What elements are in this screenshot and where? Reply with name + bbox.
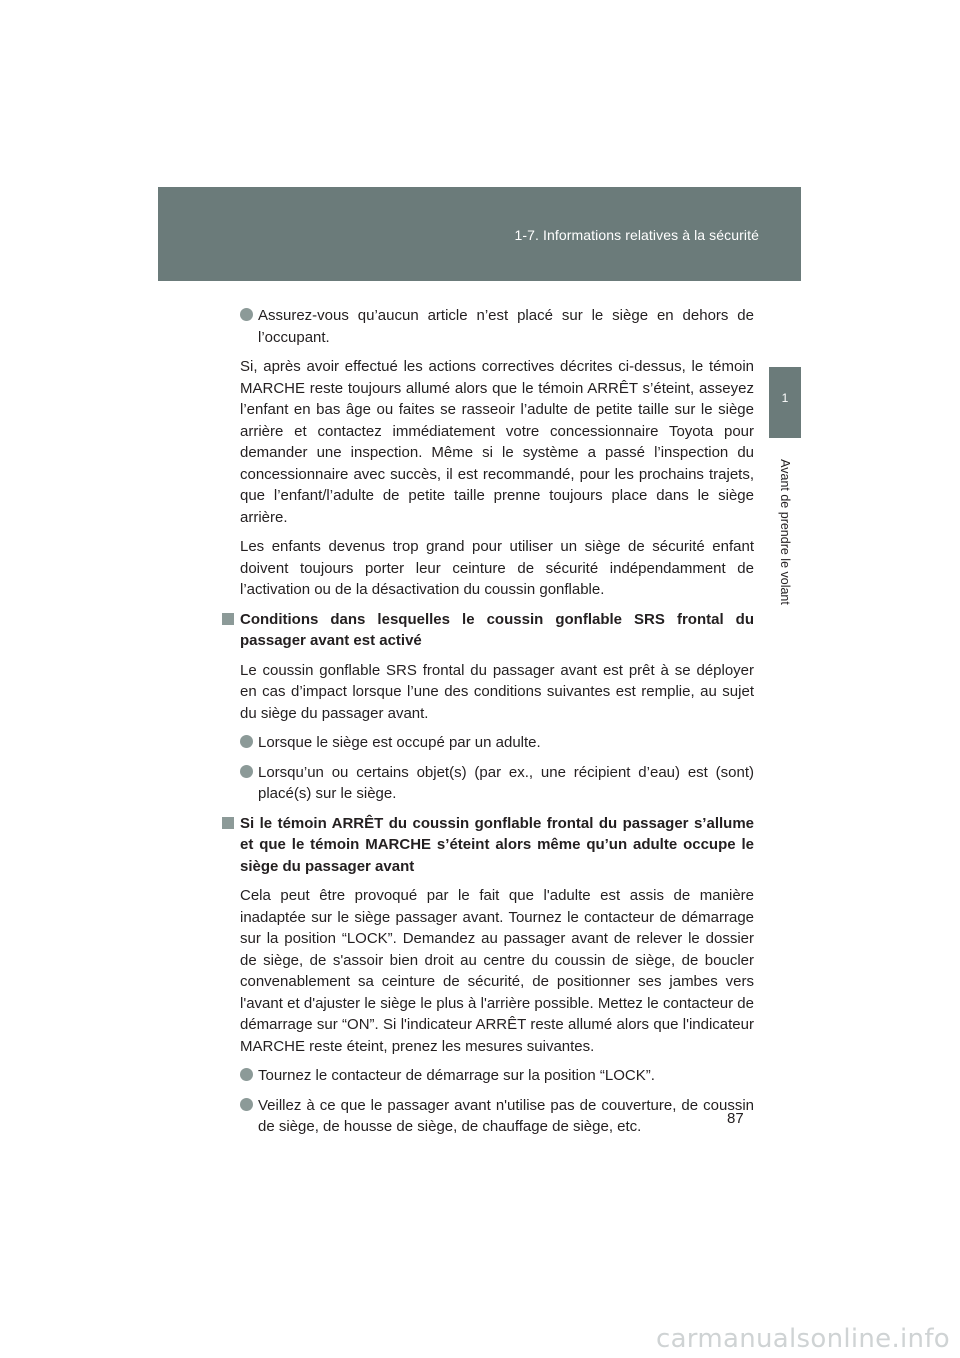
bullet-text: Lorsque le siège est occupé par un adulte. xyxy=(258,734,541,751)
page-content xyxy=(222,305,754,1146)
bullet-dot-icon xyxy=(240,1068,253,1081)
bullet-dot-icon xyxy=(240,735,253,748)
paragraph: Cela peut être provoqué par le fait que l'adulte est assis de manière inadaptée sur le siège passager avant. Tournez le contacteur de démarrage sur la position “LOCK”. Demandez au passager avant de relever le dossier de siège, de s'assoir bien droit au centre du coussin de siège, de boucler convenablement sa ceinture de sécurité, de positionner ses jambes vers l'avant et d'ajuster le siège le plus à l'arrière possible. Mettez le contacteur de démarrage sur “ON”. Si l'indicateur ARRÊT reste allumé alors que l'indicateur MARCHE reste éteint, prenez les mesures suivantes. xyxy=(240,887,754,1055)
watermark-link[interactable]: carmanualsonline.info xyxy=(655,1324,950,1354)
section-heading xyxy=(222,813,754,878)
heading-square-icon xyxy=(222,613,234,625)
chapter-number: 1 xyxy=(781,391,789,405)
section-heading xyxy=(222,609,754,652)
paragraph: Les enfants devenus trop grand pour utiliser un siège de sécurité enfant doivent toujours porter leur ceinture de sécurité indépendamment de l’activation ou de la désactivation du coussin gonflable. xyxy=(240,538,754,598)
bullet-text: Assurez-vous qu’aucun article n’est placé sur le siège en dehors de l’occupant. xyxy=(258,307,754,346)
bullet-text: Lorsqu’un ou certains objet(s) (par ex., une récipient d’eau) est (sont) placé(s) sur le siège. xyxy=(258,763,754,802)
bullet-dot-icon xyxy=(240,308,253,321)
bullet-item xyxy=(240,732,754,754)
paragraph: Le coussin gonflable SRS frontal du passager avant est prêt à se déployer en cas d’impact lorsque l’une des conditions suivantes est remplie, au sujet du siège du passager avant. xyxy=(240,661,754,722)
chapter-label: Avant de prendre le volant xyxy=(778,459,792,605)
page-number: 87 xyxy=(727,1110,744,1127)
bullet-text: Tournez le contacteur de démarrage sur la position “LOCK”. xyxy=(258,1067,655,1084)
heading-text: Si le témoin ARRÊT du coussin gonflable frontal du passager s’allume et que le témoin MARCHE s’éteint alors même qu’un adulte occupe le siège du passager avant xyxy=(240,814,754,875)
paragraph: Si, après avoir effectué les actions correctives décrites ci-dessus, le témoin MARCHE reste toujours allumé alors que le témoin ARRÊT s’éteint, asseyez l’enfant en bas âge ou faites se rasseoir l’adulte de petite taille sur le siège arrière et contactez immédiatement votre concessionnaire Toyota pour demander une inspection. Même si le système a passé l’inspection du concessionnaire avec succès, il est recommandé, pour les prochains trajets, que l’enfant/l’adulte de petite taille prenne toujours place dans le siège arrière. xyxy=(240,358,754,526)
section-header-band xyxy=(158,187,801,281)
section-title: 1-7. Informations relatives à la sécurité xyxy=(514,227,759,243)
bullet-item xyxy=(240,1095,754,1138)
bullet-dot-icon xyxy=(240,1098,253,1111)
heading-square-icon xyxy=(222,817,234,829)
bullet-item xyxy=(240,305,754,348)
bullet-item xyxy=(240,1065,754,1087)
bullet-item xyxy=(240,762,754,805)
chapter-tab xyxy=(769,367,801,438)
heading-text: Conditions dans lesquelles le coussin gonflable SRS frontal du passager avant est activé xyxy=(240,610,754,649)
bullet-text: Veillez à ce que le passager avant n'utilise pas de couverture, de coussin de siège, de housse de siège, de chauffage de siège, etc. xyxy=(258,1096,754,1135)
bullet-dot-icon xyxy=(240,765,253,778)
